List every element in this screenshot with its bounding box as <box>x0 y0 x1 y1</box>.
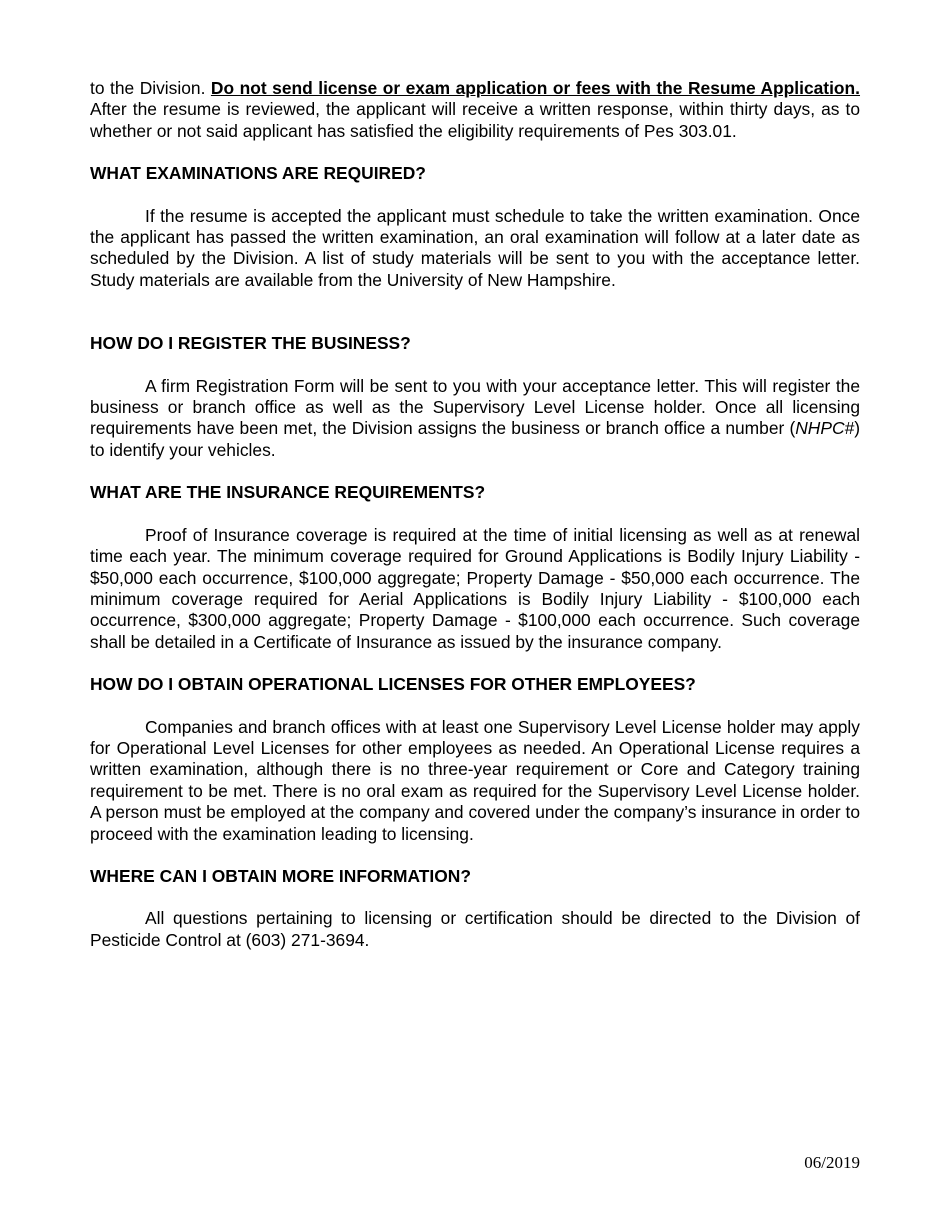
heading-operational-licenses: HOW DO I OBTAIN OPERATIONAL LICENSES FOR OTHER EMPLOYEES? <box>90 674 696 695</box>
heading-examinations: WHAT EXAMINATIONS ARE REQUIRED? <box>90 163 426 184</box>
register-nhpc-number: NHPC# <box>795 418 855 439</box>
paragraph-more-information: All questions pertaining to licensing or certification should be directed to the Division of Pesticide Control at (603) 271-3694. <box>90 908 860 950</box>
heading-register-business: HOW DO I REGISTER THE BUSINESS? <box>90 333 411 354</box>
intro-paragraph <box>90 78 860 142</box>
register-text-after: ) to identify your vehicles. <box>90 418 860 460</box>
document-page <box>90 78 860 951</box>
heading-more-information: WHERE CAN I OBTAIN MORE INFORMATION? <box>90 865 471 886</box>
footer-date: 06/2019 <box>804 1153 860 1172</box>
paragraph-examinations: If the resume is accepted the applicant must schedule to take the written examination. Once the applicant has passed the written examination, an oral examination will follow at a later date as scheduled by the Division. A list of study materials will be sent to you with the acceptance letter. Study materials are available from the University of New Hampshire. <box>90 205 860 290</box>
paragraph-operational-licenses: Companies and branch offices with at least one Supervisory Level License holder may apply for Operational Level Licenses for other employees as needed. An Operational License requires a written examination, although there is no three-year requirement or Core and Category training requirement to be met. There is no oral exam as required for the Supervisory Level License holder. A person must be employed at the company and covered under the company’s insurance in order to proceed with the examination leading to licensing. <box>90 716 860 844</box>
paragraph-register-business <box>90 376 860 462</box>
heading-insurance: WHAT ARE THE INSURANCE REQUIREMENTS? <box>90 482 486 503</box>
register-text-before: A firm Registration Form will be sent to you with your acceptance letter. This will register the business or branch office as well as the Supervisory Level License holder. Once all licensing requirements have been met, the Division assigns the business or branch office a number ( <box>90 375 860 439</box>
paragraph-insurance: Proof of Insurance coverage is required at the time of initial licensing as well as at renewal time each year. The minimum coverage required for Ground Applications is Bodily Injury Liability - $50,000 each occurrence, $100,000 aggregate; Property Damage - $50,000 each occurrence. The minimum coverage required for Aerial Applications is Bodily Injury Liability - $100,000 each occurrence, $300,000 aggregate; Property Damage - $100,000 each occurrence. Such coverage shall be detailed in a Certificate of Insurance as issued by the insurance company. <box>90 524 860 652</box>
intro-lead: to the Division. <box>90 78 211 98</box>
intro-rest: After the resume is reviewed, the applicant will receive a written response, within thirty days, as to whether or not said applicant has satisfied the eligibility requirements of Pes 303.01. <box>90 99 860 141</box>
intro-warning: Do not send license or exam application or fees with the Resume Application. <box>210 78 861 98</box>
